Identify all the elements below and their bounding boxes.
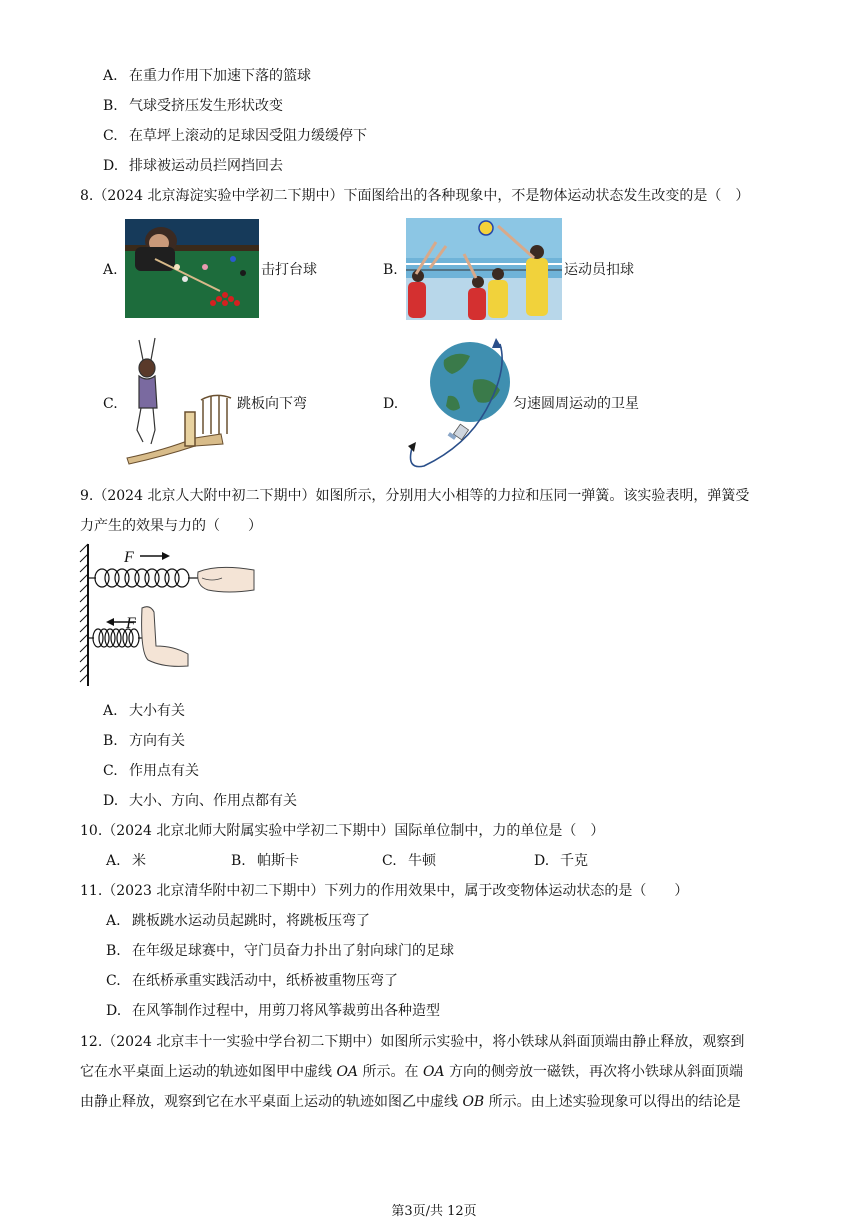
variable-ob: OB	[462, 1094, 485, 1110]
q12-stem-line1	[80, 1032, 744, 1052]
option-label: B.	[103, 98, 118, 114]
force-label-bottom: F	[126, 615, 136, 632]
option-text: 大小、方向、作用点都有关	[129, 793, 297, 809]
q9-option-d	[103, 791, 297, 811]
q10-option-a	[106, 851, 146, 871]
question-text: （2024 北京人大附中初二下期中）如图所示，分别用大小相等的力拉和压同一弹簧。该实验表明，弹簧受	[93, 488, 750, 504]
option-label: A.	[106, 913, 121, 929]
q7-option-a	[103, 66, 311, 86]
question-text: （2024 北京海淀实验中学初二下期中）下面图给出的各种现象中，不是物体运动状态发生改变的是（ ）	[93, 188, 750, 204]
q11-option-b	[106, 941, 454, 961]
q12-stem-line3	[80, 1092, 741, 1112]
q8-stem	[80, 186, 749, 206]
option-label: A.	[103, 703, 118, 719]
q8-option-a-caption: 击打台球	[261, 262, 317, 278]
option-text: 在草坪上滚动的足球因受阻力缓缓停下	[129, 128, 367, 144]
question-number: 11.	[80, 883, 103, 899]
option-label: B.	[106, 943, 121, 959]
option-text: 米	[132, 853, 146, 869]
q8-option-d-label: D.	[383, 396, 399, 412]
option-text: 跳板跳水运动员起跳时，将跳板压弯了	[132, 913, 370, 929]
q9-stem-line1	[80, 486, 749, 506]
text-segment: 由静止释放，观察到它在水平桌面上运动的轨迹如图乙中虚线	[80, 1094, 463, 1110]
option-text: 排球被运动员拦网挡回去	[129, 158, 283, 174]
q7-option-c	[103, 126, 367, 146]
option-label: D.	[103, 158, 119, 174]
option-text: 千克	[560, 853, 588, 869]
text-segment: 所示。在	[358, 1064, 423, 1080]
option-label: A.	[103, 68, 118, 84]
option-label: A.	[106, 853, 121, 869]
option-label: D.	[106, 1003, 122, 1019]
q10-option-d	[534, 851, 588, 871]
option-text: 在重力作用下加速下落的篮球	[129, 68, 311, 84]
option-label: C.	[106, 973, 121, 989]
q9-option-b	[103, 731, 185, 751]
q7-option-d	[103, 156, 283, 176]
q9-option-c	[103, 761, 199, 781]
option-text: 在年级足球赛中，守门员奋力扑出了射向球门的足球	[132, 943, 454, 959]
satellite-orbit-drawing	[404, 330, 514, 472]
option-text: 牛顿	[408, 853, 436, 869]
q8-option-c-label: C.	[103, 396, 118, 412]
option-text: 大小有关	[129, 703, 185, 719]
q11-stem	[80, 881, 688, 901]
q10-option-c	[382, 851, 436, 871]
q7-option-b	[103, 96, 283, 116]
springboard-diver-drawing	[125, 334, 235, 466]
variable-oa: OA	[336, 1064, 359, 1080]
option-label: D.	[103, 793, 119, 809]
option-label: C.	[103, 128, 118, 144]
text-segment: 它在水平桌面上运动的轨迹如图甲中虚线	[80, 1064, 337, 1080]
q8-option-b-label: B.	[383, 262, 398, 278]
option-label: D.	[534, 853, 550, 869]
option-text: 方向有关	[129, 733, 185, 749]
q11-option-c	[106, 971, 398, 991]
option-label: C.	[382, 853, 397, 869]
question-text: （2024 北京丰十一实验中学台初二下期中）如图所示实验中，将小铁球从斜面顶端由静止释放，观察到	[102, 1034, 745, 1050]
q8-option-d-caption: 匀速圆周运动的卫星	[513, 396, 639, 412]
variable-oa: OA	[422, 1064, 445, 1080]
text-segment: 方向的侧旁放一磁铁，再次将小铁球从斜面顶端	[444, 1064, 743, 1080]
question-text: （2024 北京北师大附属实验中学初二下期中）国际单位制中，力的单位是（ ）	[102, 823, 605, 839]
q10-option-b	[231, 851, 299, 871]
billiards-photo	[125, 219, 259, 318]
question-number: 8.	[80, 188, 94, 204]
q8-option-a-label: A.	[103, 262, 118, 278]
option-label: B.	[231, 853, 246, 869]
q11-option-a	[106, 911, 370, 931]
question-number: 9.	[80, 488, 94, 504]
option-text: 帕斯卡	[257, 853, 299, 869]
volleyball-spike-photo	[406, 218, 562, 320]
option-label: B.	[103, 733, 118, 749]
q9-option-a	[103, 701, 185, 721]
q9-stem-line2: 力产生的效果与力的（ ）	[80, 518, 262, 534]
q10-stem	[80, 821, 604, 841]
force-label-top: F	[124, 549, 134, 566]
question-text: （2023 北京清华附中初二下期中）下列力的作用效果中，属于改变物体运动状态的是（ ）	[102, 883, 689, 899]
option-label: C.	[103, 763, 118, 779]
text-segment: 所示。由上述实验现象可以得出的结论是	[484, 1094, 741, 1110]
question-number: 10.	[80, 823, 103, 839]
option-text: 在风筝制作过程中，用剪刀将风筝裁剪出各种造型	[132, 1003, 440, 1019]
option-text: 作用点有关	[129, 763, 199, 779]
q12-stem-line2	[80, 1062, 743, 1082]
option-text: 在纸桥承重实践活动中，纸桥被重物压弯了	[132, 973, 398, 989]
question-number: 12.	[80, 1034, 103, 1050]
q8-option-b-caption: 运动员扣球	[564, 262, 634, 278]
q11-option-d	[106, 1001, 440, 1021]
page-footer: 第3页/共 12页	[391, 1204, 477, 1219]
spring-force-diagram	[78, 542, 260, 688]
q8-option-c-caption: 跳板向下弯	[237, 396, 307, 412]
option-text: 气球受挤压发生形状改变	[129, 98, 283, 114]
